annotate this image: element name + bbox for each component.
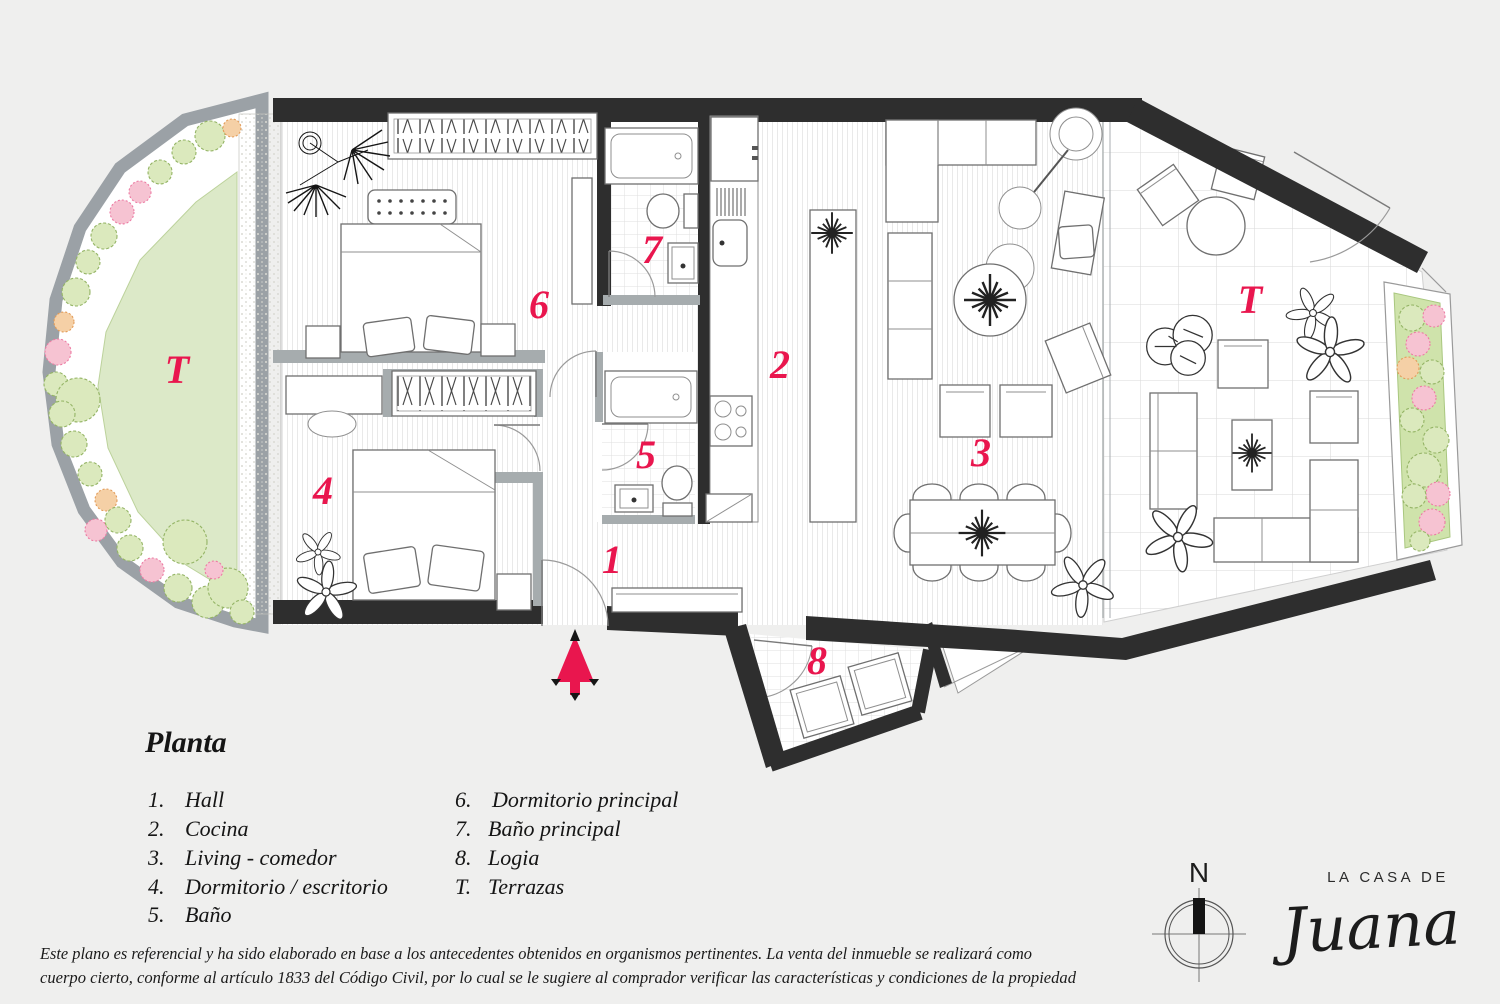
terrace-armchair	[1310, 391, 1358, 443]
legend-item-name: Terrazas	[488, 874, 565, 899]
gravel-path	[239, 114, 281, 614]
terrace-ottoman	[1218, 340, 1268, 388]
kitchen-island	[810, 210, 856, 522]
compass	[1152, 857, 1246, 982]
toilet	[662, 466, 692, 516]
brand-top-text: LA CASA DE	[1327, 869, 1449, 886]
compass-needle	[1193, 898, 1205, 934]
desk	[286, 376, 382, 414]
legend-item-num: 2.	[148, 816, 165, 841]
legend	[144, 726, 678, 927]
toilet	[647, 194, 698, 228]
legend-item-num: 4.	[148, 874, 165, 899]
room-label-bano: 5	[636, 432, 656, 477]
room-label-hall: 1	[602, 537, 622, 582]
legend-title: Planta	[145, 726, 227, 759]
legend-item-num: 8.	[455, 845, 472, 870]
legend-item-num: 3.	[148, 845, 165, 870]
room-label-terraza-izquierda: T	[164, 347, 190, 392]
room-label-bano-principal: 7	[642, 227, 662, 272]
bathtub	[605, 128, 698, 184]
stove	[710, 396, 752, 446]
closet	[392, 371, 536, 416]
ottoman	[1000, 385, 1052, 437]
brand-script-text: Juana	[1279, 885, 1462, 968]
room-label-terraza-derecha: T	[1237, 277, 1263, 322]
legend-item-num: 5.	[148, 902, 165, 927]
bathtub	[605, 371, 697, 423]
nightstand	[497, 574, 531, 610]
legend-item-num: T.	[455, 874, 472, 899]
corner-cabinet	[706, 494, 752, 522]
terrace-sofa	[1150, 393, 1197, 509]
compass-north-label: N	[1188, 857, 1210, 888]
closet	[388, 113, 597, 159]
legend-item-name: Dormitorio / escritorio	[185, 874, 388, 899]
nightstand	[481, 324, 515, 356]
legend-item-name: Dormitorio principal	[492, 787, 679, 812]
bed	[353, 450, 495, 600]
legend-item-num: 1.	[148, 787, 165, 812]
tv-cabinet	[572, 178, 592, 304]
room-label-dormitorio-escritorio: 4	[313, 468, 333, 513]
left-terrace	[44, 100, 281, 626]
legend-item-num: 6.	[455, 787, 472, 812]
terrace-table	[1187, 197, 1245, 255]
room-label-logia: 8	[807, 638, 827, 683]
dining-set	[894, 484, 1071, 581]
terrace-planter	[1384, 282, 1462, 560]
entry-arrow-icon	[551, 629, 599, 701]
room-label-dormitorio-principal: 6	[529, 282, 549, 327]
disclaimer-line-1: Este plano es referencial y ha sido elaborado en base a los antecedentes obtenidos en organismos pertinentes. La venta del inmueble se realizará como	[39, 944, 1032, 963]
brand-logo	[1269, 869, 1462, 968]
entry-bench	[612, 588, 742, 612]
legend-item-name: Cocina	[185, 816, 249, 841]
legend-item-num: 7.	[455, 816, 472, 841]
room-label-cocina: 2	[770, 342, 790, 387]
legend-item-name: Living - comedor	[185, 845, 337, 870]
disclaimer-line-2: cuerpo cierto, conforme al artículo 1833 del Código Civil, por lo cual se le sugiere al comprador verificar las características y condiciones de la propiedad	[40, 968, 1077, 987]
nightstand	[306, 326, 340, 358]
legend-item-name: Baño	[185, 902, 232, 927]
logia-room	[750, 632, 1034, 764]
legend-item-name: Logia	[488, 845, 540, 870]
sink	[668, 243, 698, 283]
sink	[615, 485, 653, 512]
kitchen-sink	[713, 220, 747, 266]
room-label-living: 3	[971, 430, 991, 475]
legend-item-name: Baño principal	[488, 816, 621, 841]
legend-item-name: Hall	[185, 787, 225, 812]
terrace-coffee-table	[1232, 420, 1272, 490]
disclaimer	[39, 944, 1076, 987]
refrigerator	[711, 117, 758, 181]
desk-chair	[308, 411, 356, 437]
